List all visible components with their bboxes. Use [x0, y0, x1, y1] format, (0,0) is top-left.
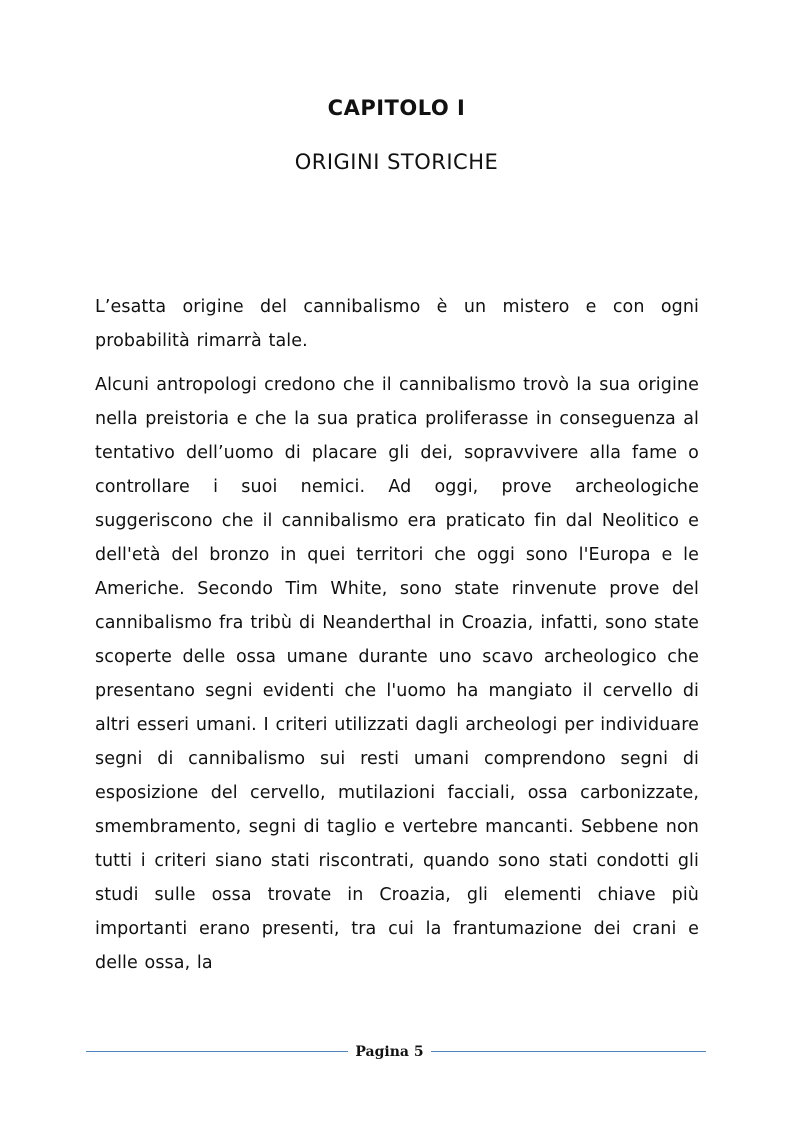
chapter-subtitle: ORIGINI STORICHE [294, 150, 499, 174]
page-footer [86, 1040, 706, 1064]
footer-rule-left [86, 1051, 348, 1052]
paragraph-anthropologists: Alcuni antropologi credono che il cannibalismo trovò la sua origine nella preistoria e che la sua pratica proliferasse in conseguenza al tentativo dell’uomo di placare gli dei, sopravvivere alla fame o controllare i suoi nemici. Ad oggi, prove archeologiche suggeriscono che il cannibalismo era praticato fin dal Neolitico e dell'età del bronzo in quei territori che oggi sono l'Europa e le Americhe. Secondo Tim White, sono state rinvenute prove del cannibalismo fra tribù di Neanderthal in Croazia, infatti, sono state scoperte delle ossa umane durante uno scavo archeologico che presentano segni evidenti che l'uomo ha mangiato il cervello di altri esseri umani. I criteri utilizzati dagli archeologi per individuare segni di cannibalismo sui resti umani comprendono segni di esposizione del cervello, mutilazioni facciali, ossa carbonizzate, smembramento, segni di taglio e vertebre mancanti. Sebbene non tutti i criteri siano stati riscontrati, quando sono stati condotti gli studi sulle ossa trovate in Croazia, gli elementi chiave più importanti erano presenti, tra cui la frantumazione dei crani e delle ossa, la [95, 375, 699, 973]
body-text [95, 290, 699, 990]
chapter-title: CAPITOLO I [327, 96, 466, 120]
page-number: Pagina 5 [355, 1044, 424, 1060]
paragraph-intro: L’esatta origine del cannibalismo è un mistero e con ogni probabilità rimarrà tale. [95, 297, 699, 351]
footer-rule-right [431, 1051, 706, 1052]
